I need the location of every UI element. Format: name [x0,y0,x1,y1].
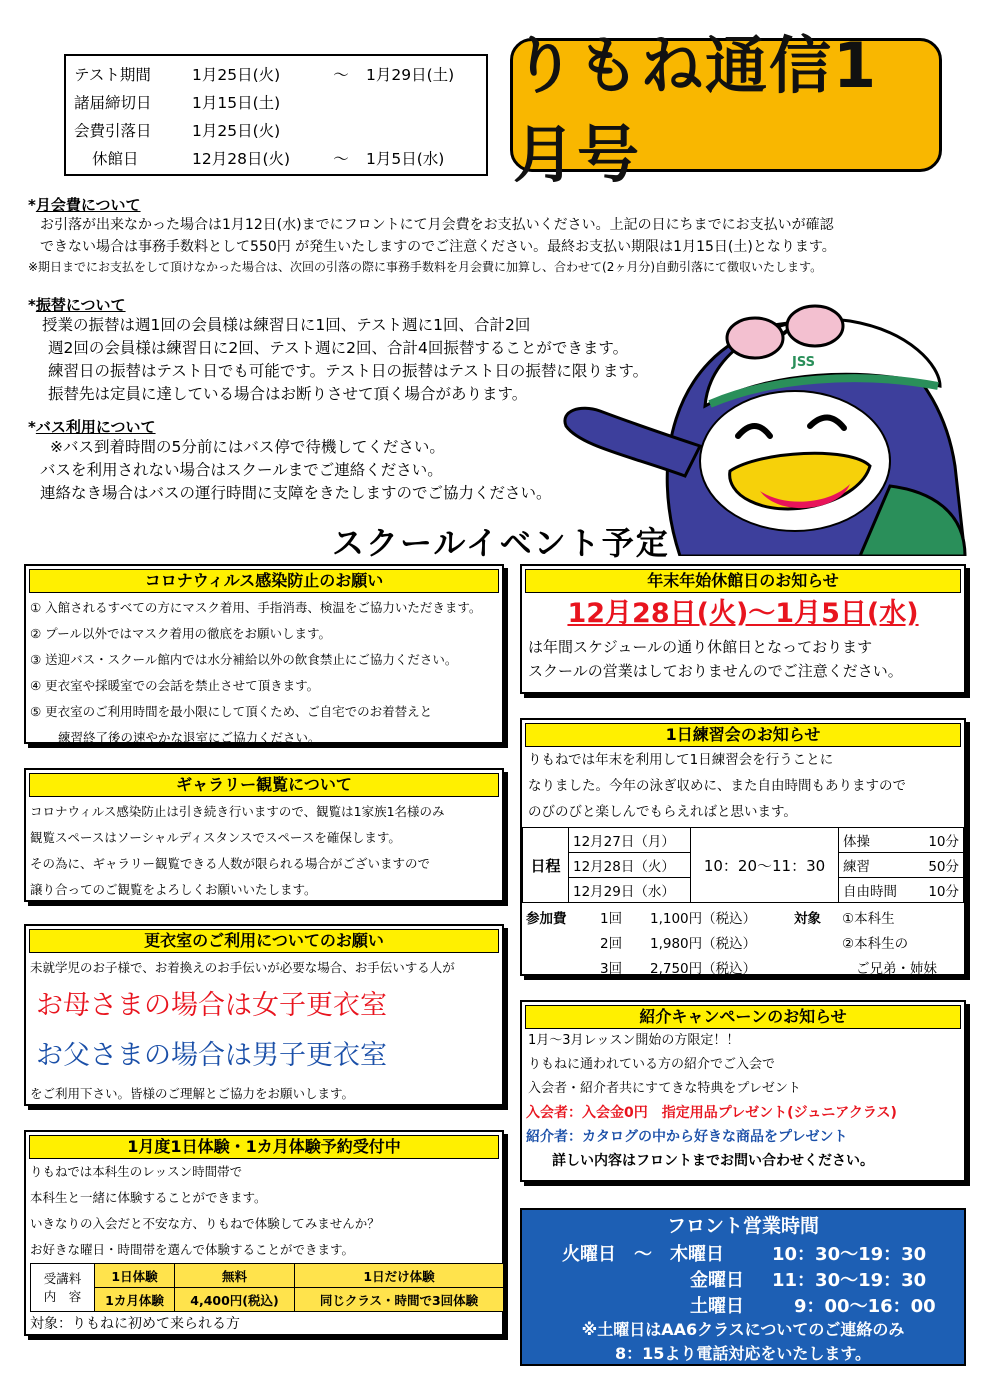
fee-label: 参加費 [526,911,567,927]
corona-item: ② プール以外ではマスク着用の徹底をお願いします。 [30,626,332,641]
events-section-title: スクールイベント予定 [332,524,670,562]
menu-name: 体操 [843,834,870,850]
front-day: 土曜日 [690,1296,744,1317]
trial-cell: 4,400円(税込) [175,1288,295,1312]
corona-item: ④ 更衣室や採暖室での会話を禁止させて頂きます。 [30,678,320,693]
fee-count: 3回 [600,961,623,977]
fee-price: 1,100円（税込） [650,911,757,927]
locker-outro: をご利用下さい。皆様のご理解とご協力をお願いします。 [30,1086,355,1101]
fee-price: 1,980円（税込） [650,936,757,952]
info-start: 1月25日(火) [192,122,281,140]
front-hours: 11：30～19：30 [772,1270,927,1291]
front-hours-rows [522,1240,964,1318]
menu-min: 50分 [928,859,959,875]
locker-mother-text: お母さまの場合は女子更衣室 [36,990,387,1021]
referral-referrer: 紹介者：カタログの中から好きな商品をプレゼント [526,1129,848,1145]
schedule-day: 12月28日（火） [569,853,691,878]
referral-heading: 紹介キャンペーンのお知らせ [525,1005,961,1029]
target-item: ご兄弟・姉妹 [856,961,937,977]
menu-item [839,828,964,853]
menu-min: 10分 [928,884,959,900]
schedule-info-table [64,54,488,176]
gallery-line: その為に、ギャラリー観覧できる人数が限られる場合がございますので [30,856,431,871]
info-label: 休館日 [92,150,139,168]
front-day: 金曜日 [690,1270,744,1291]
practice-line: のびのびと楽しんでもらえればと思います。 [528,804,797,820]
heading-mark: * [28,196,36,214]
practice-schedule-table [522,827,964,903]
trial-line: りもねでは本科生のレッスン時間帯で [30,1164,243,1179]
cap-logo-text: JSS [792,355,815,370]
practice-line: りもねでは年末を利用して1日練習会を行うことに [528,752,834,768]
front-note: 8：15より電話対応をいたします。 [614,1344,872,1363]
info-label: 会費引落日 [74,122,152,140]
schedule-day: 12月29日（水） [569,878,691,903]
schedule-day: 12月27日（月） [569,828,691,853]
transfer-line: 振替先は定員に達している場合はお断りさせて頂く場合があります。 [48,385,528,403]
menu-min: 10分 [928,834,959,850]
holiday-line: スクールの営業はしておりませんのでご注意ください。 [528,662,903,680]
penguin-mascot-illustration [560,286,970,556]
referral-campaign-box [520,1000,966,1182]
info-row [74,116,478,144]
target-item: ②本科生の [842,936,909,952]
front-hours: 9：00～16：00 [794,1296,936,1317]
front-hours: 10：30～19：30 [772,1244,927,1265]
trial-cell: 1日だけ体験 [295,1264,504,1288]
practice-session-box [520,718,966,976]
corona-item: 練習終了後の速やかな退室にご協力ください。 [58,730,321,745]
info-end: 1月29日(土) [366,66,455,84]
front-desk-hours-box [520,1208,966,1366]
gallery-line: コロナウィルス感染防止は引き続き行いますので、観覧は1家族1名様のみ [30,804,445,819]
locker-intro: 未就学児のお子様で、お着換えのお手伝いが必要な場合、お手伝いする人が [30,960,455,975]
info-start: 12月28日(火) [192,150,291,168]
transfer-heading [28,294,126,315]
locker-father-text: お父さまの場合は男子更衣室 [36,1040,387,1071]
referral-line: 入会者・紹介者共にすてきな特典をプレゼント [528,1081,801,1096]
transfer-line: 練習日の振替はテスト日でも可能です。テスト日の振替はテスト日の振替に限ります。 [48,362,649,380]
trial-lesson-box [24,1130,504,1336]
trial-heading: 1月度1日体験・1カ月体験予約受付中 [29,1135,499,1159]
locker-heading: 更衣室のご利用についてのお願い [29,929,499,953]
info-label: テスト期間 [74,66,151,84]
target-label: 対象 [794,911,821,927]
newsletter-title: りもね通信1月号 [510,38,942,172]
menu-item [839,878,964,903]
holiday-dates: 12月28日(火)～1月5日(水) [567,598,919,629]
corona-item: ① 入館されるすべての方にマスク着用、手指消毒、検温をご協力いただきます。 [30,600,482,615]
target-item: ①本科生 [842,911,895,927]
schedule-label: 日程 [523,828,569,903]
menu-name: 練習 [843,859,870,875]
heading-mark: * [28,296,36,314]
transfer-heading-text: 振替について [35,296,126,314]
fee-heading-text: 月会費について [35,196,141,214]
bus-heading-text: バス利用について [35,418,156,436]
corona-item: ⑤ 更衣室のご利用時間を最小限にして頂くため、ご自宅でのお着替えと [30,704,433,719]
trial-target: 対象：りもねに初めて来られる方 [30,1316,240,1332]
menu-name: 自由時間 [843,884,897,900]
info-end: 1月5日(水) [366,150,445,168]
fee-heading [28,194,141,215]
info-row [74,88,478,116]
trial-cell: 1カ月体験 [95,1288,175,1312]
bus-line: バスを利用されない場合はスクールまでご連絡ください。 [40,461,443,479]
practice-line: なりました。今年の泳ぎ収めに、また自由時間もありますので [528,778,906,794]
front-note: ※土曜日はAA6クラスについてのご連絡のみ [581,1320,905,1339]
trial-table-label: 受講料 内 容 [31,1264,95,1312]
referral-line: 1月～3月レッスン開始の方限定！！ [528,1033,740,1048]
fee-line: できない場合は事務手数料として550円 が発生いたしますのでご注意ください。最終お支払い期限は1月15日(土)となります。 [40,239,836,255]
holiday-line: は年間スケジュールの通り休館日となっております [528,638,873,656]
trial-cell: 同じクラス・時間で3回体験 [295,1288,504,1312]
front-heading: フロント営業時間 [666,1215,819,1237]
corona-heading: コロナウィルス感染防止のお願い [29,569,499,593]
referral-line: りもねに通われている方の紹介でご入会で [528,1057,776,1072]
trial-fee-table [30,1263,504,1312]
info-row [74,144,478,172]
schedule-time: 10：20～11：30 [691,828,839,903]
holiday-notice-box [520,564,966,694]
info-start: 1月25日(火) [192,66,281,84]
holiday-heading: 年末年始休館日のお知らせ [525,569,961,593]
fee-line: お引落が出来なかった場合は1月12日(水)までにフロントにて月会費をお支払いください。上記の日にちまでにお支払いが確認 [40,217,834,233]
trial-cell: 無料 [175,1264,295,1288]
bus-line: ※バス到着時間の5分前にはバス停で待機してください。 [50,438,445,456]
locker-room-box [24,924,504,1106]
practice-heading: 1日練習会のお知らせ [525,723,961,747]
bus-line: 連絡なき場合はバスの運行時間に支障をきたしますのでご協力ください。 [40,484,552,502]
referral-new-member: 入会者：入会金0円 指定用品プレゼント(ジュニアクラス) [526,1105,897,1121]
info-start: 1月15日(土) [192,94,281,112]
referral-contact: 詳しい内容はフロントまでお問い合わせください。 [552,1153,874,1169]
fee-price: 2,750円（税込） [650,961,757,977]
heading-mark: * [28,418,36,436]
gallery-line: 譲り合ってのご観覧をよろしくお願いいたします。 [30,882,317,897]
info-sep: ～ [333,66,349,84]
trial-line: お好きな曜日・時間帯を選んで体験することができます。 [30,1242,355,1257]
menu-item [839,853,964,878]
fee-note: ※期日までにお支払をして頂けなかった場合は、次回の引落の際に事務手数料を月会費に加算し、合わせて(2ヶ月分)自動引落にて徴収いたします。 [28,260,823,274]
info-row [74,60,478,88]
info-label: 諸届締切日 [74,94,152,112]
fee-count: 2回 [600,936,623,952]
trial-line: 本科生と一緒に体験することができます。 [30,1190,267,1205]
gallery-viewing-box [24,768,504,902]
practice-fees [522,903,964,979]
trial-line: いきなりの入会だと不安な方、りもねで体験してみませんか？ [30,1216,380,1231]
trial-cell: 1日体験 [95,1264,175,1288]
gallery-line: 観覧スペースはソーシャルディスタンスでスペースを確保します。 [30,830,401,845]
fee-count: 1回 [600,911,623,927]
gallery-heading: ギャラリー観覧について [29,773,499,797]
corona-prevention-box [24,564,504,744]
bus-heading [28,416,156,437]
transfer-line: 授業の振替は週1回の会員様は練習日に1回、テスト週に1回、合計2回 [42,316,531,334]
corona-item: ③ 送迎バス・スクール館内では水分補給以外の飲食禁止にご協力ください。 [30,652,458,667]
info-sep: ～ [333,150,349,168]
transfer-line: 週2回の会員様は練習日に2回、テスト週に2回、合計4回振替することができます。 [48,339,629,357]
front-day: 火曜日 ～ 木曜日 [562,1244,724,1265]
